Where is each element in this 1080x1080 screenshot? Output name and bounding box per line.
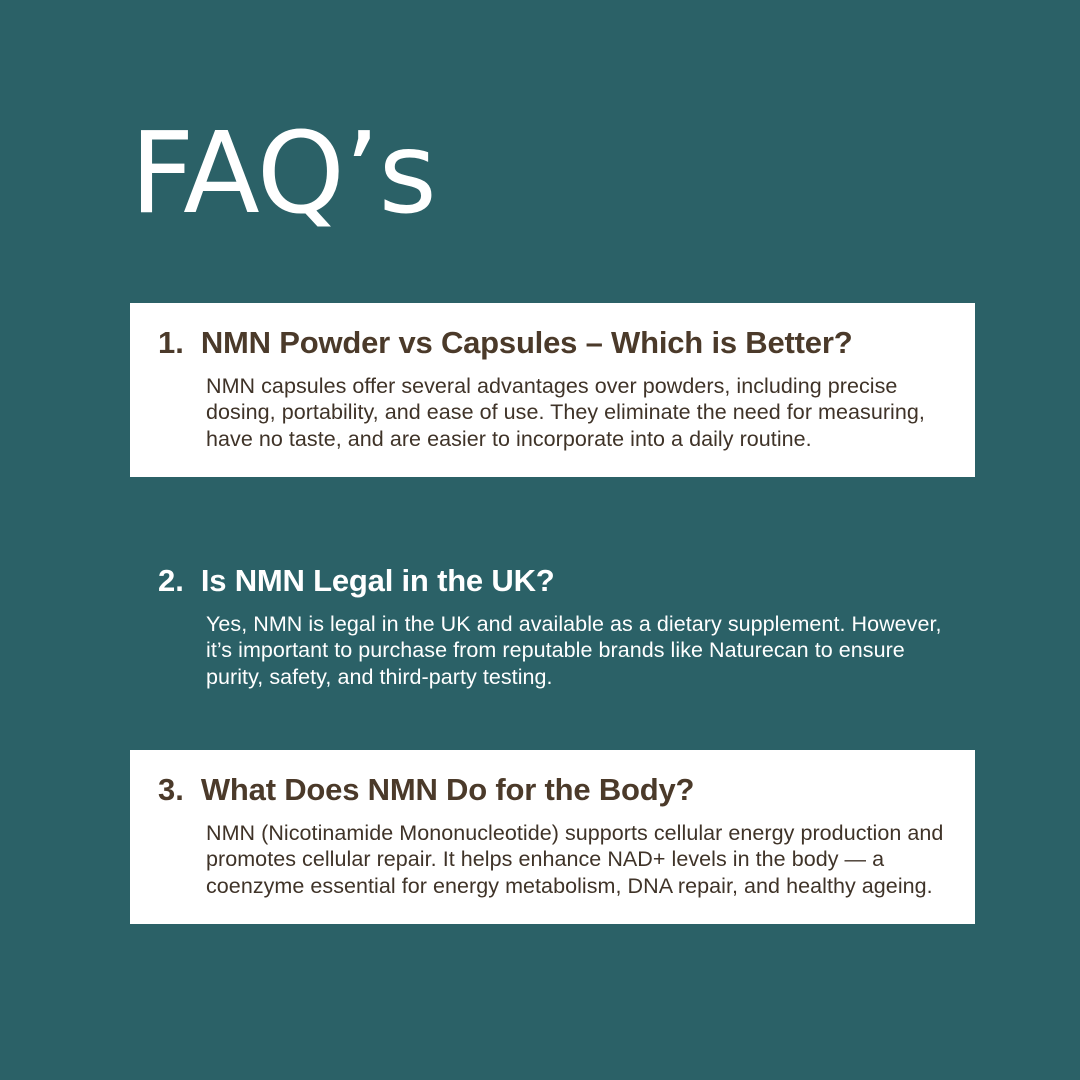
faq-answer: NMN capsules offer several advantages over powders, including precise dosing, portability, and ease of use. They eliminate the need for measuring, have no taste, and are easier to incorporate into a daily routine.: [206, 373, 925, 451]
faq-item-2: [130, 563, 975, 691]
faq-question-row: [158, 563, 947, 600]
faq-number: 2.: [158, 563, 184, 598]
faq-answer: Yes, NMN is legal in the UK and available as a dietary supplement. However, it’s important to purchase from reputable brands like Naturecan to ensure purity, safety, and third-party testing.: [206, 611, 942, 689]
faq-number: 3.: [158, 772, 184, 807]
faq-number: 1.: [158, 325, 184, 360]
faq-answer: NMN (Nicotinamide Mononucleotide) supports cellular energy production and promotes cellular repair. It helps enhance NAD+ levels in the body — a coenzyme essential for energy metabolism, DNA repair, and healthy ageing.: [206, 820, 944, 898]
faq-question: Is NMN Legal in the UK?: [200, 563, 555, 598]
faq-question-row: [158, 772, 947, 809]
faq-question: What Does NMN Do for the Body?: [200, 772, 695, 807]
faq-item-1: [130, 303, 975, 477]
page-title: FAQ’s: [130, 109, 436, 239]
faq-question: NMN Powder vs Capsules – Which is Better?: [200, 325, 853, 360]
faq-question-row: [158, 325, 947, 362]
faq-item-3: [130, 750, 975, 924]
